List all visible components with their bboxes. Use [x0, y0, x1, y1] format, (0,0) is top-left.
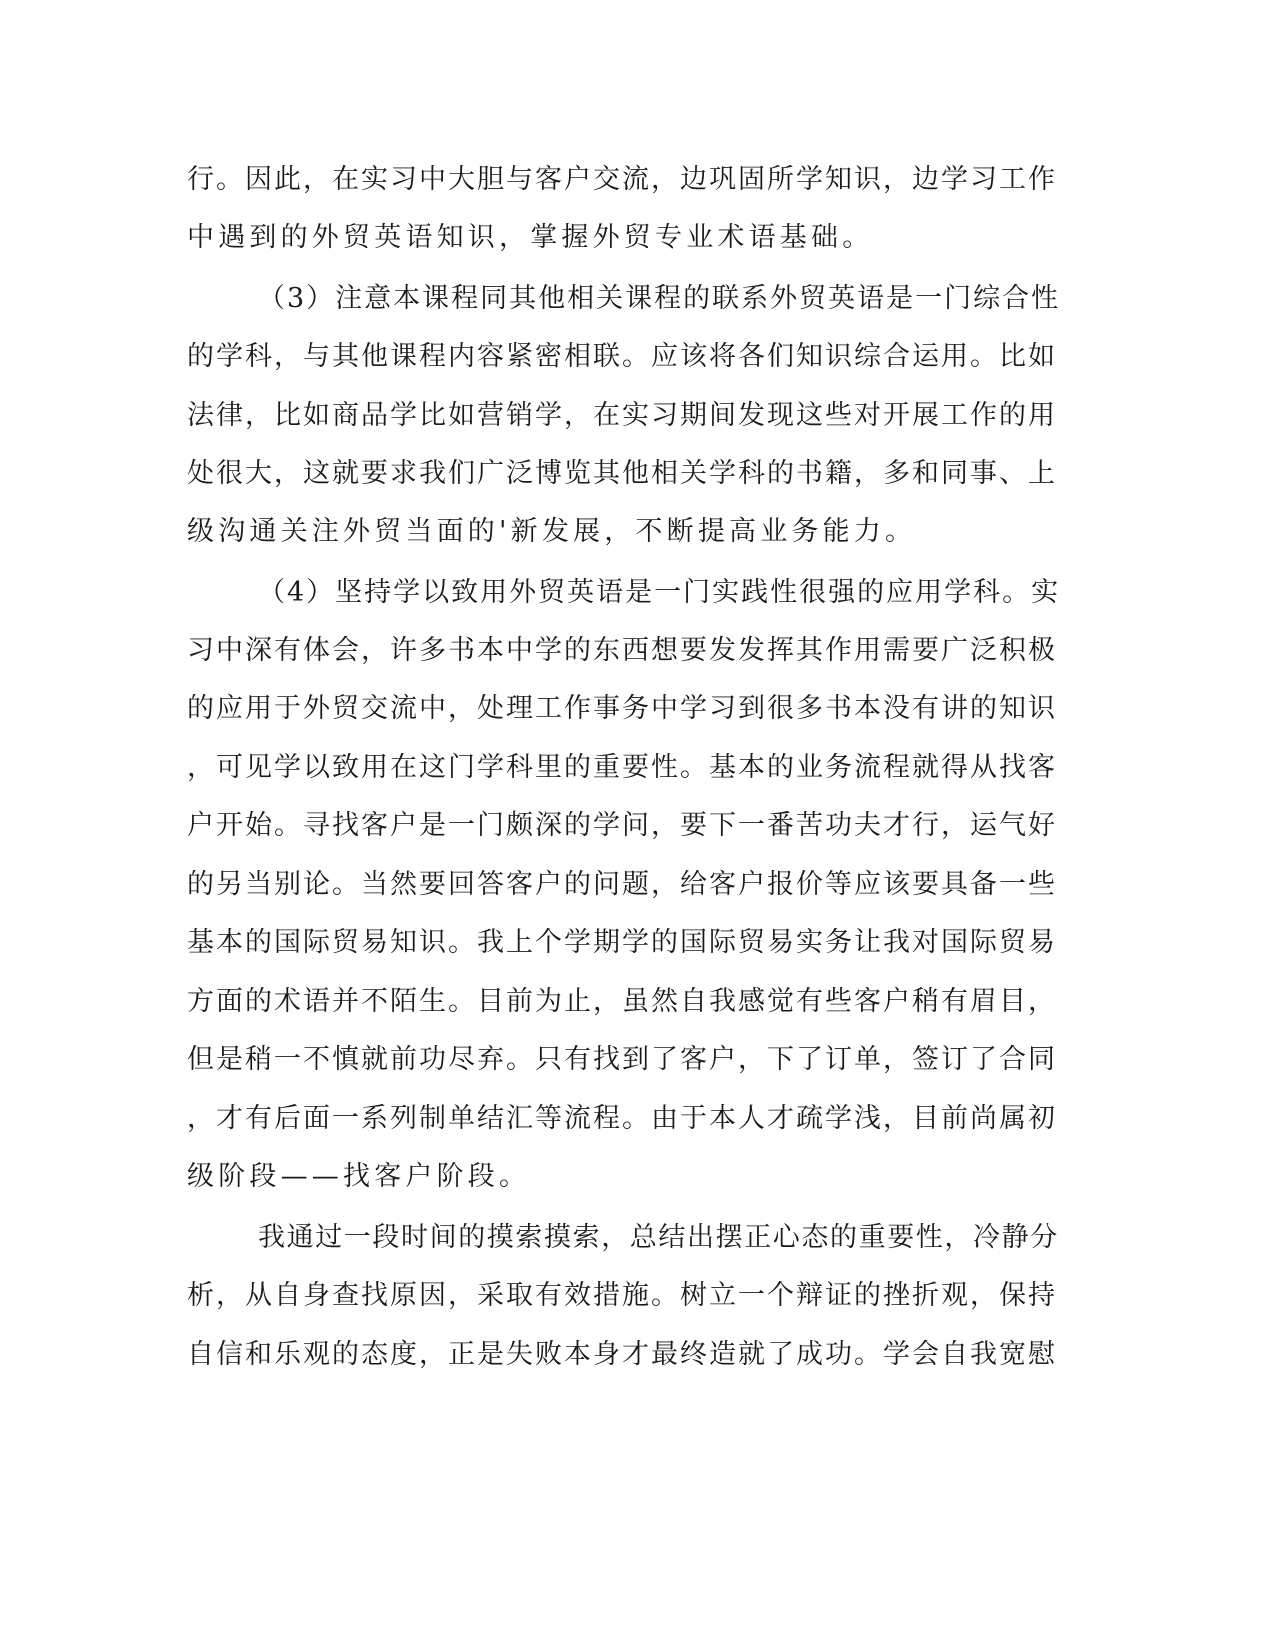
text-line: 行。因此，在实习中大胆与客户交流，边巩固所学知识，边学习工作 [187, 164, 1057, 195]
text-line: 处很大，这就要求我们广泛博览其他相关学科的书籍，多和同事、上 [187, 458, 1057, 489]
text-line: 的学科，与其他课程内容紧密相联。应该将各们知识综合运用。比如 [187, 341, 1057, 372]
text-line: 方面的术语并不陌生。目前为止，虽然自我感觉有些客户稍有眉目， [187, 986, 1057, 1017]
text-line: 的另当别论。当然要回答客户的问题，给客户报价等应该要具备一些 [187, 869, 1057, 900]
text-line: 级阶段——找客户阶段。 [187, 1161, 531, 1192]
paragraph-start-line: 我通过一段时间的摸索摸索，总结出摆正心态的重要性，冷静分 [258, 1222, 1059, 1253]
text-line: ，才有后面一系列制单结汇等流程。由于本人才疏学浅，目前尚属初 [187, 1103, 1057, 1134]
paragraph-start-line: （3）注意本课程同其他相关课程的联系外贸英语是一门综合性 [258, 283, 1061, 314]
text-line: 中遇到的外贸英语知识，掌握外贸专业术语基础。 [187, 222, 874, 253]
text-line: 基本的国际贸易知识。我上个学期学的国际贸易实务让我对国际贸易 [187, 927, 1057, 958]
text-line: 户开始。寻找客户是一门颇深的学问，要下一番苦功夫才行，运气好 [187, 810, 1057, 841]
text-line: 析，从自身查找原因，采取有效措施。树立一个辩证的挫折观，保持 [187, 1280, 1057, 1311]
text-line: ，可见学以致用在这门学科里的重要性。基本的业务流程就得从找客 [187, 752, 1057, 783]
paragraph-start-line: （4）坚持学以致用外贸英语是一门实践性很强的应用学科。实 [258, 577, 1061, 608]
text-line: 级沟通关注外贸当面的'新发展，不断提高业务能力。 [187, 516, 917, 547]
text-line: 但是稍一不慎就前功尽弃。只有找到了客户，下了订单，签订了合同 [187, 1044, 1057, 1075]
text-line: 自信和乐观的态度，正是失败本身才最终造就了成功。学会自我宽慰 [187, 1339, 1057, 1370]
text-line: 的应用于外贸交流中，处理工作事务中学习到很多书本没有讲的知识 [187, 693, 1057, 724]
text-line: 习中深有体会，许多书本中学的东西想要发发挥其作用需要广泛积极 [187, 635, 1057, 666]
text-line: 法律，比如商品学比如营销学，在实习期间发现这些对开展工作的用 [187, 400, 1057, 431]
